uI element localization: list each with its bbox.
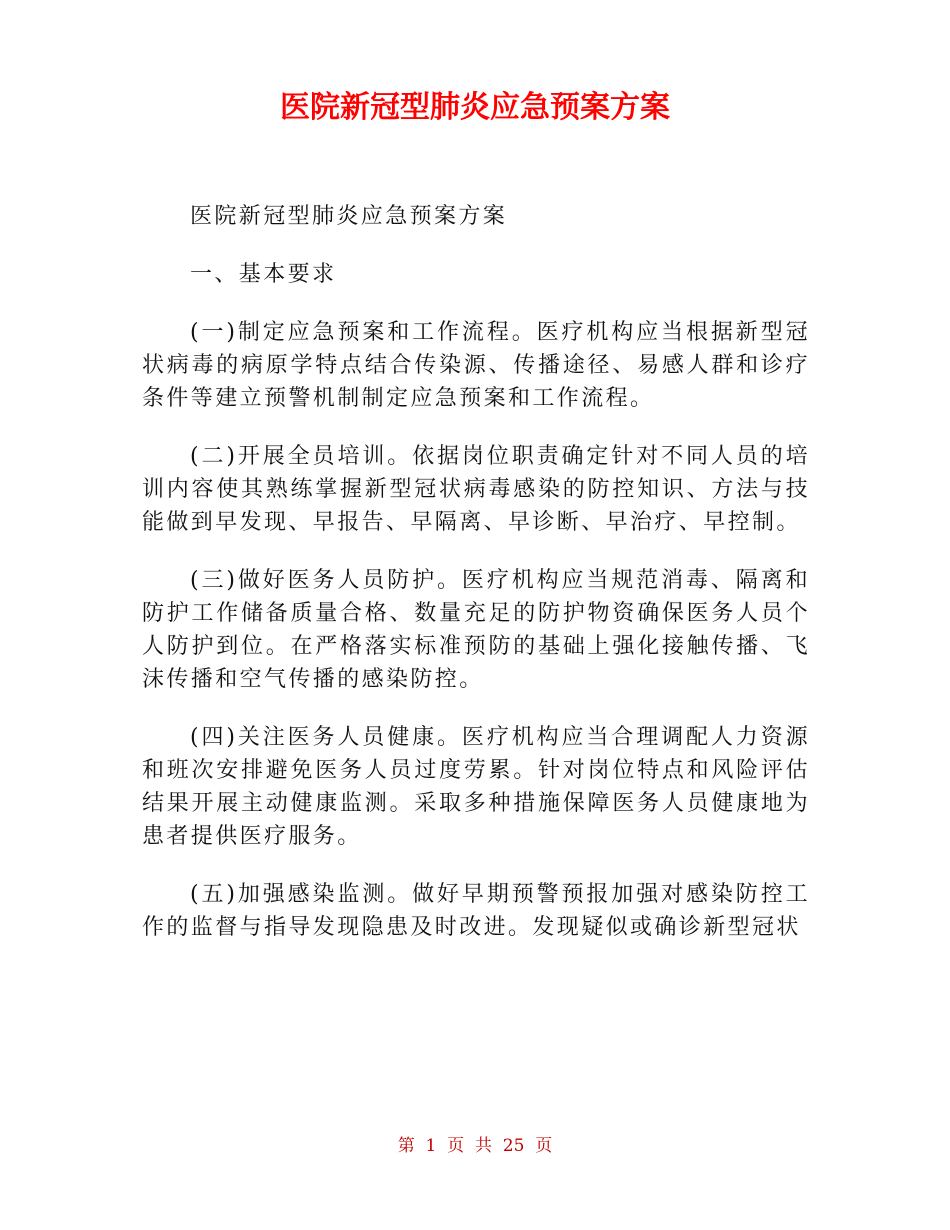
paragraph-item-4: (四)关注医务人员健康。医疗机构应当合理调配人力资源和班次安排避免医务人员过度劳累。针对岗位特点和风险评估结果开展主动健康监测。采取多种措施保障医务人员健康地为患者提供医疗服务。 bbox=[142, 725, 810, 849]
paragraph-subtitle: 医院新冠型肺炎应急预案方案 bbox=[190, 204, 508, 229]
document-title: 医院新冠型肺炎应急预案方案 bbox=[280, 90, 670, 125]
document-body bbox=[142, 200, 810, 969]
paragraph-item-1: (一)制定应急预案和工作流程。医疗机构应当根据新型冠状病毒的病原学特点结合传染源、传播途径、易感人群和诊疗条件等建立预警机制制定应急预案和工作流程。 bbox=[142, 320, 810, 411]
paragraph-section-heading: 一、基本要求 bbox=[190, 262, 337, 287]
paragraph-item-3: (三)做好医务人员防护。医疗机构应当规范消毒、隔离和防护工作储备质量合格、数量充足的防护物资确保医务人员个人防护到位。在严格落实标准预防的基础上强化接触传播、飞沫传播和空气传播的感染防控。 bbox=[142, 568, 810, 692]
paragraph-item-2: (二)开展全员培训。依据岗位职责确定针对不同人员的培训内容使其熟练掌握新型冠状病毒感染的防控知识、方法与技能做到早发现、早报告、早隔离、早诊断、早治疗、早控制。 bbox=[142, 444, 810, 535]
page-number-footer: 第 1 页 共 25 页 bbox=[397, 1136, 553, 1156]
paragraph-item-5: (五)加强感染监测。做好早期预警预报加强对感染防控工作的监督与指导发现隐患及时改进。发现疑似或确诊新型冠状 bbox=[142, 882, 810, 940]
